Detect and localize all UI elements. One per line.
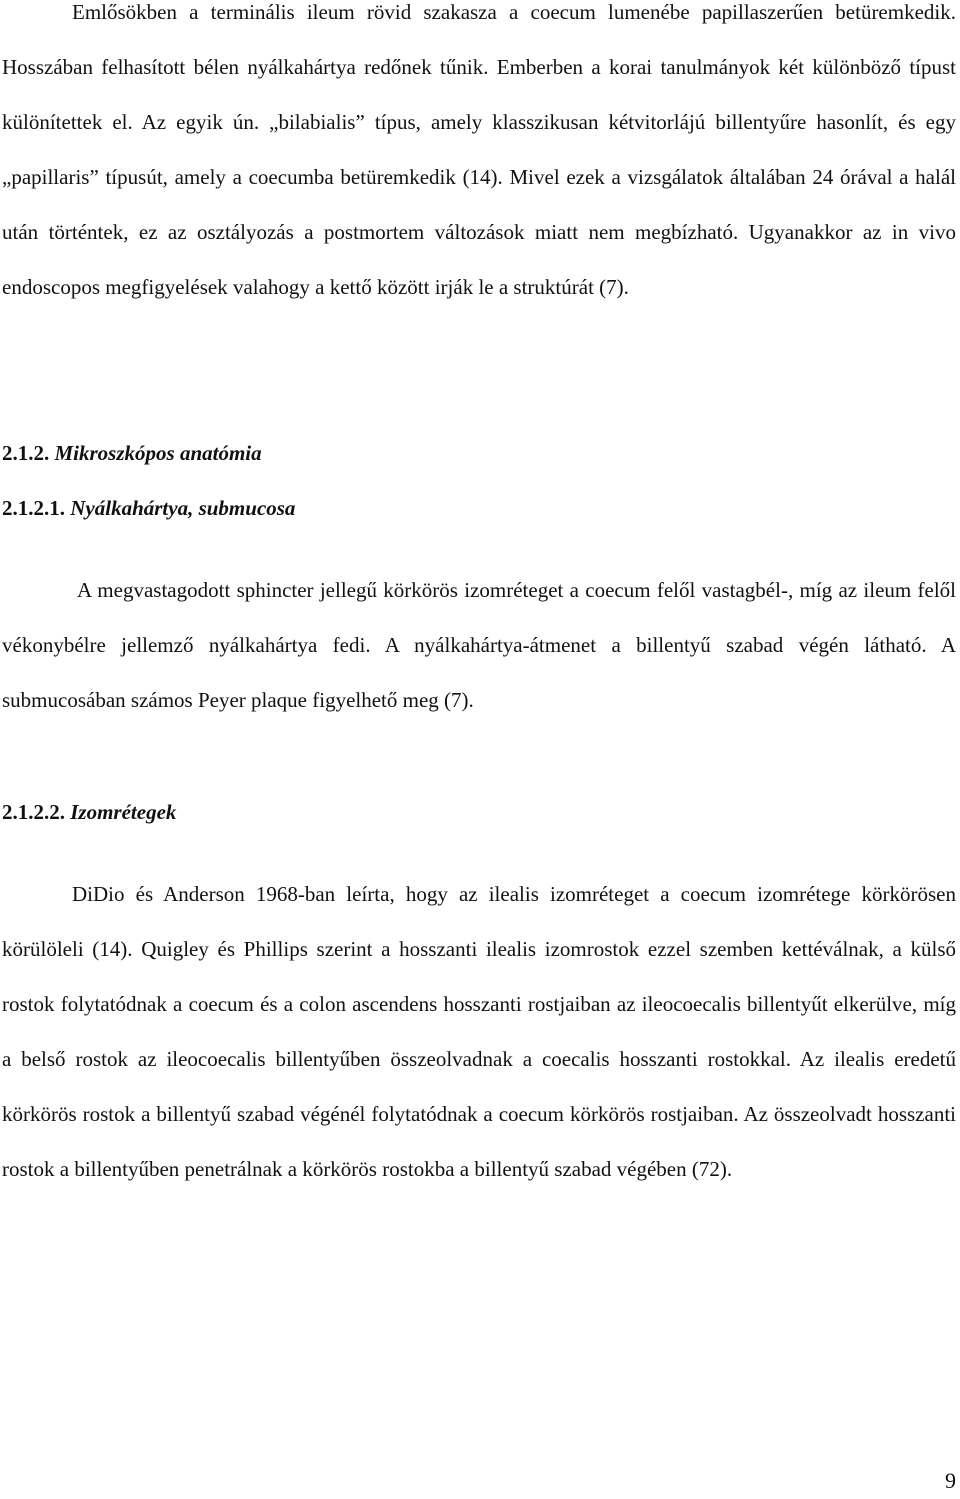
paragraph-muscle-layers: DiDio és Anderson 1968-ban leírta, hogy az ilealis izomréteget a coecum izomrétege körkörösen körülöleli (14). Quigley és Phillips szerint a hosszanti ilealis izomrostok ezzel szemben kettéválnak, a külső rostok folytatódnak a coecum és a colon ascendens hosszanti rostjaiban az ileocoecalis billentyűt elkerülve, míg a belső rostok az ileocoecalis billentyűben összeolvadnak a coecalis hosszanti rostokkal. Az ilealis eredetű körkörös rostok a billentyű szabad végénél folytatódnak a coecum körkörös rostjaiban. Az összeolvadt hosszanti rostok a billentyűben penetrálnak a körkörös rostokba a billentyű szabad végében (72).: [2, 882, 956, 1181]
section-heading-microscopic-anatomy: [2, 439, 262, 467]
subsection-title: Nyálkahártya, submucosa: [70, 496, 296, 520]
section-title: Mikroszkópos anatómia: [54, 441, 262, 465]
subsection-number: 2.1.2.2.: [2, 800, 65, 824]
subsection-heading-mucosa-submucosa: [2, 494, 295, 522]
subsection-heading-muscle-layers: [2, 798, 176, 826]
subsection-title: Izomrétegek: [70, 800, 177, 824]
section-number: 2.1.2.: [2, 441, 50, 465]
paragraph-mucosa: A megvastagodott sphincter jellegű körkörös izomréteget a coecum felől vastagbél-, míg az ileum felől vékonybélre jellemző nyálkahártya fedi. A nyálkahártya-átmenet a billentyű szabad végén látható. A submucosában számos Peyer plaque figyelhető meg (7).: [2, 578, 956, 712]
page-number: 9: [945, 1468, 956, 1493]
paragraph-ileocecal-valve-types: Emlősökben a terminális ileum rövid szakasza a coecum lumenébe papillaszerűen betüremkedik. Hosszában felhasított bélen nyálkahártya redőnek tűnik. Emberben a korai tanulmányok két különböző típust különítettek el. Az egyik ún. „bilabialis” típus, amely klasszikusan kétvitorlájú billentyűre hasonlít, és egy „papillaris” típusút, amely a coecumba betüremkedik (14). Mivel ezek a vizsgálatok általában 24 órával a halál után történtek, ez az osztályozás a postmortem változások miatt nem megbízható. Ugyanakkor az in vivo endoscopos megfigyelések valahogy a kettő között irják le a struktúrát (7).: [2, 0, 956, 299]
subsection-number: 2.1.2.1.: [2, 496, 65, 520]
